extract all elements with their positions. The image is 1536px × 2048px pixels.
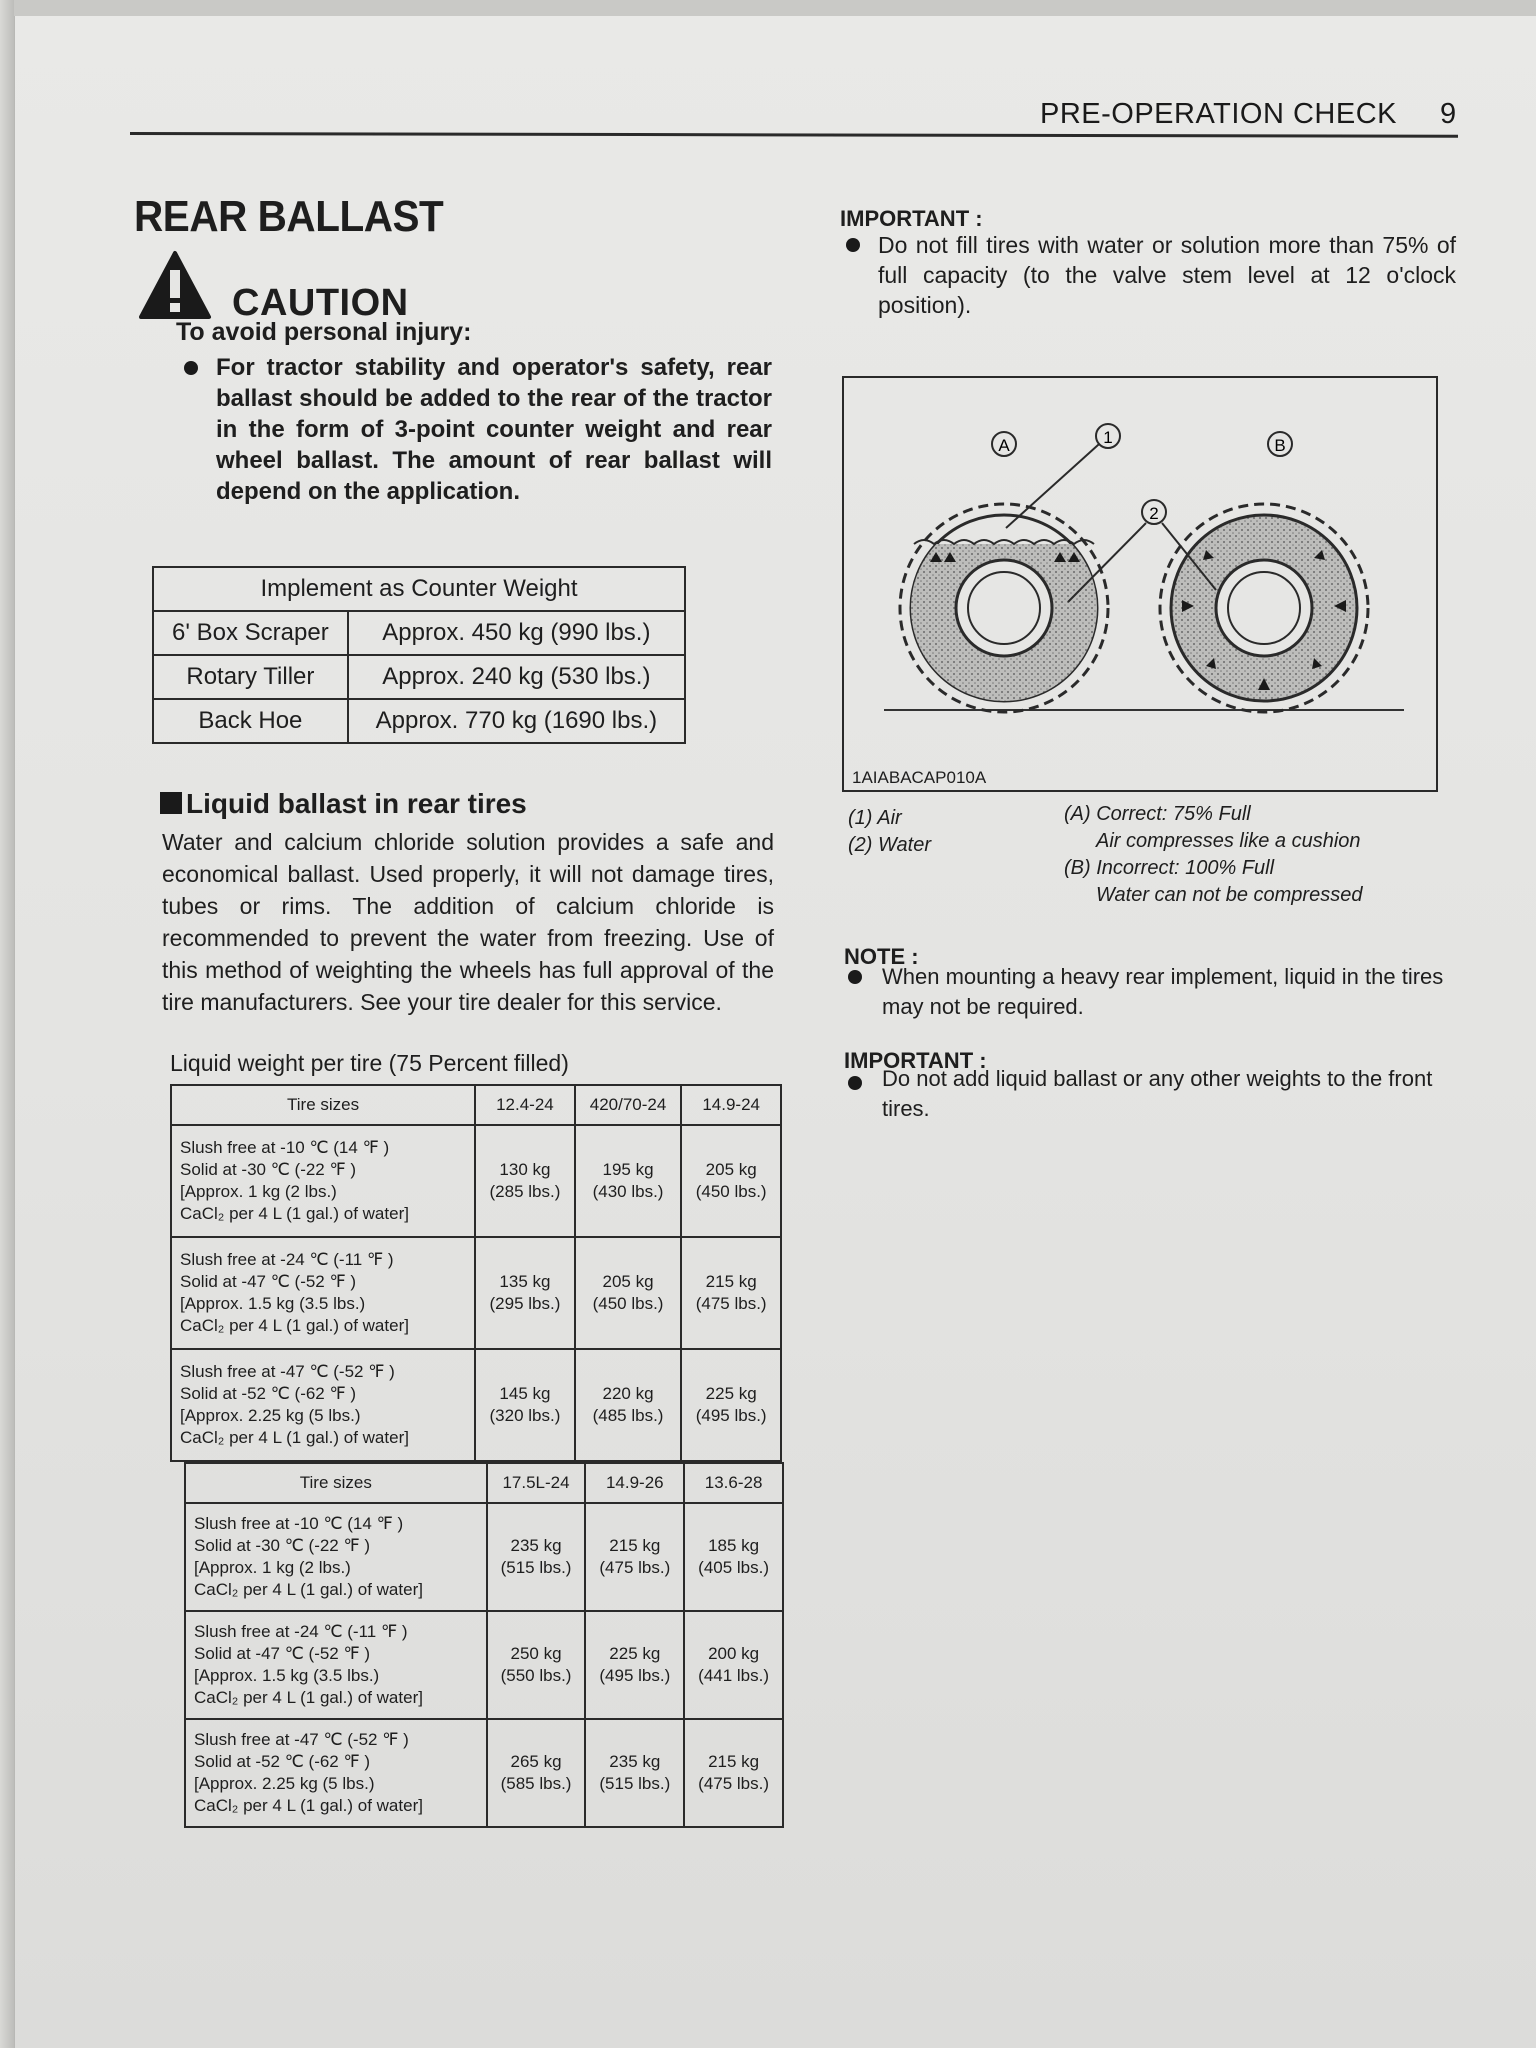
weight-lbs: (450 lbs.)	[695, 1182, 767, 1201]
weight-kg: 135 kg	[499, 1272, 551, 1291]
weight-lbs: (495 lbs.)	[695, 1406, 767, 1425]
figure-legend-left	[848, 805, 931, 859]
tire-weight-table-1	[170, 1084, 782, 1462]
weight-kg: 215 kg	[609, 1536, 661, 1555]
condition-line: Solid at -47 ℃ (-52 ℉ )	[180, 1272, 357, 1291]
tire-table-caption: Liquid weight per tire (75 Percent filled)	[170, 1050, 569, 1076]
weight-cell	[681, 1125, 781, 1237]
solution-condition	[185, 1719, 487, 1827]
legend-item: (A) Correct: 75% Full	[1064, 803, 1251, 825]
implement-weight: Approx. 770 kg (1690 lbs.)	[348, 699, 685, 743]
figure-code: 1AIABACAP010A	[852, 768, 987, 787]
legend-item: Air compresses like a cushion	[1096, 830, 1361, 852]
solution-condition	[171, 1125, 475, 1237]
weight-lbs: (475 lbs.)	[695, 1294, 767, 1313]
weight-cell	[475, 1237, 575, 1349]
square-bullet-icon	[160, 792, 182, 814]
weight-kg: 235 kg	[510, 1536, 562, 1555]
condition-line: CaCl₂ per 4 L (1 gal.) of water]	[194, 1688, 423, 1707]
callout-1: 1	[1103, 428, 1113, 447]
weight-kg: 250 kg	[510, 1644, 562, 1663]
condition-line: Slush free at -10 ℃ (14 ℉ )	[180, 1138, 390, 1157]
section-title: REAR BALLAST	[134, 192, 444, 241]
tire-size: 12.4-24	[475, 1085, 575, 1125]
condition-line: Solid at -52 ℃ (-62 ℉ )	[194, 1752, 371, 1771]
weight-cell	[684, 1503, 783, 1611]
weight-lbs: (441 lbs.)	[698, 1666, 770, 1685]
weight-cell	[475, 1125, 575, 1237]
warning-triangle-icon	[138, 250, 212, 320]
tire-size: 14.9-26	[585, 1463, 684, 1503]
tire-sizes-header: Tire sizes	[171, 1085, 475, 1125]
weight-lbs: (515 lbs.)	[500, 1558, 572, 1577]
weight-kg: 265 kg	[510, 1752, 562, 1771]
implement-name: Back Hoe	[153, 699, 348, 743]
weight-lbs: (550 lbs.)	[500, 1666, 572, 1685]
weight-kg: 185 kg	[708, 1536, 760, 1555]
important-text: Do not add liquid ballast or any other weights to the front tires.	[882, 1066, 1433, 1121]
tire-fill-figure	[842, 376, 1438, 792]
weight-cell	[684, 1719, 783, 1827]
weight-cell	[681, 1237, 781, 1349]
weight-lbs: (475 lbs.)	[599, 1558, 671, 1577]
bullet-icon	[848, 1076, 862, 1090]
implement-weight: Approx. 240 kg (530 lbs.)	[348, 655, 685, 699]
condition-line: [Approx. 2.25 kg (5 lbs.)	[180, 1406, 361, 1425]
weight-lbs: (430 lbs.)	[592, 1182, 664, 1201]
figure-legend-right	[1064, 801, 1362, 909]
note-label: NOTE :	[844, 944, 919, 969]
condition-line: [Approx. 1.5 kg (3.5 lbs.)	[194, 1666, 380, 1685]
tire-size: 17.5L-24	[487, 1463, 586, 1503]
weight-lbs: (320 lbs.)	[489, 1406, 561, 1425]
liquid-ballast-heading	[160, 788, 527, 820]
weight-kg: 205 kg	[705, 1160, 757, 1179]
condition-line: [Approx. 1.5 kg (3.5 lbs.)	[180, 1294, 366, 1313]
weight-kg: 215 kg	[708, 1752, 760, 1771]
condition-line: Slush free at -10 ℃ (14 ℉ )	[194, 1514, 404, 1533]
weight-cell	[487, 1503, 586, 1611]
bullet-icon	[846, 238, 860, 252]
condition-line: Solid at -30 ℃ (-22 ℉ )	[180, 1160, 357, 1179]
note-text: When mounting a heavy rear implement, liquid in the tires may not be required.	[882, 964, 1444, 1019]
page-header-title: PRE-OPERATION CHECK	[1040, 98, 1398, 130]
weight-lbs: (450 lbs.)	[592, 1294, 664, 1313]
condition-line: CaCl₂ per 4 L (1 gal.) of water]	[180, 1428, 409, 1447]
condition-line: Solid at -47 ℃ (-52 ℉ )	[194, 1644, 371, 1663]
weight-kg: 215 kg	[705, 1272, 757, 1291]
implement-weight: Approx. 450 kg (990 lbs.)	[348, 611, 685, 655]
caution-intro: To avoid personal injury:	[176, 318, 472, 346]
condition-line: CaCl₂ per 4 L (1 gal.) of water]	[180, 1204, 409, 1223]
leader-line-1	[1006, 436, 1108, 528]
tire-weight-table-2	[184, 1462, 784, 1828]
solution-condition	[185, 1611, 487, 1719]
weight-cell	[585, 1611, 684, 1719]
weight-cell	[585, 1719, 684, 1827]
weight-lbs: (585 lbs.)	[500, 1774, 572, 1793]
implement-name: Rotary Tiller	[153, 655, 348, 699]
weight-kg: 225 kg	[705, 1384, 757, 1403]
weight-kg: 220 kg	[602, 1384, 654, 1403]
implement-name: 6' Box Scraper	[153, 611, 348, 655]
weight-cell	[475, 1349, 575, 1461]
solution-condition	[171, 1349, 475, 1461]
page-binding-edge	[0, 0, 14, 2048]
important-label: IMPORTANT :	[844, 1048, 987, 1073]
weight-cell	[575, 1349, 682, 1461]
weight-lbs: (295 lbs.)	[489, 1294, 561, 1313]
condition-line: Slush free at -47 ℃ (-52 ℉ )	[180, 1362, 395, 1381]
weight-lbs: (495 lbs.)	[599, 1666, 671, 1685]
condition-line: Slush free at -24 ℃ (-11 ℉ )	[194, 1622, 408, 1641]
weight-cell	[487, 1719, 586, 1827]
weight-lbs: (475 lbs.)	[698, 1774, 770, 1793]
condition-line: Slush free at -47 ℃ (-52 ℉ )	[194, 1730, 409, 1749]
legend-item: Water can not be compressed	[1096, 884, 1363, 906]
liquid-ballast-paragraph: Water and calcium chloride solution provides a safe and economical ballast. Used properly, it will not damage tires, tubes or rims. The addition of calcium chloride is recommended to prevent the water from freezing. Use of this method of weighting the wheels has full approval of the tire manufacturers. See your tire dealer for this service.	[162, 829, 774, 1015]
callout-2: 2	[1149, 504, 1159, 523]
weight-kg: 235 kg	[609, 1752, 661, 1771]
weight-kg: 200 kg	[708, 1644, 760, 1663]
implement-weight-table	[152, 566, 686, 744]
weight-lbs: (515 lbs.)	[599, 1774, 671, 1793]
callout-a: A	[998, 436, 1010, 455]
weight-kg: 195 kg	[602, 1160, 654, 1179]
condition-line: CaCl₂ per 4 L (1 gal.) of water]	[194, 1796, 423, 1815]
weight-cell	[575, 1237, 682, 1349]
solution-condition	[185, 1503, 487, 1611]
important-label: IMPORTANT :	[840, 206, 983, 231]
condition-line: CaCl₂ per 4 L (1 gal.) of water]	[180, 1316, 409, 1335]
weight-cell	[487, 1611, 586, 1719]
weight-lbs: (485 lbs.)	[592, 1406, 664, 1425]
hub-b	[1228, 572, 1300, 644]
weight-cell	[681, 1349, 781, 1461]
implement-table-title: Implement as Counter Weight	[153, 567, 685, 611]
condition-line: [Approx. 1 kg (2 lbs.)	[180, 1182, 337, 1201]
tire-size: 14.9-24	[681, 1085, 781, 1125]
hub-a	[968, 572, 1040, 644]
weight-lbs: (405 lbs.)	[698, 1558, 770, 1577]
weight-kg: 225 kg	[609, 1644, 661, 1663]
weight-cell	[684, 1611, 783, 1719]
condition-line: CaCl₂ per 4 L (1 gal.) of water]	[194, 1580, 423, 1599]
page-number: 9	[1440, 98, 1457, 130]
legend-item: (2) Water	[848, 834, 931, 856]
condition-line: Solid at -52 ℃ (-62 ℉ )	[180, 1384, 357, 1403]
solution-condition	[171, 1237, 475, 1349]
legend-item: (B) Incorrect: 100% Full	[1064, 857, 1275, 879]
important-text: Do not fill tires with water or solution more than 75% of full capacity (to the valve stem level at 12 o'clock position).	[878, 232, 1456, 318]
callout-b: B	[1274, 436, 1286, 455]
weight-kg: 130 kg	[499, 1160, 551, 1179]
bullet-icon	[184, 361, 198, 375]
bullet-icon	[848, 970, 862, 984]
weight-kg: 145 kg	[499, 1384, 551, 1403]
weight-cell	[575, 1125, 682, 1237]
condition-line: [Approx. 2.25 kg (5 lbs.)	[194, 1774, 375, 1793]
condition-line: Slush free at -24 ℃ (-11 ℉ )	[180, 1250, 394, 1269]
weight-lbs: (285 lbs.)	[489, 1182, 561, 1201]
tire-size: 13.6-28	[684, 1463, 783, 1503]
tire-fill-illustration	[844, 378, 1436, 790]
legend-item: (1) Air	[848, 807, 902, 829]
condition-line: Solid at -30 ℃ (-22 ℉ )	[194, 1536, 371, 1555]
condition-line: [Approx. 1 kg (2 lbs.)	[194, 1558, 351, 1577]
weight-kg: 205 kg	[602, 1272, 654, 1291]
caution-label: CAUTION	[232, 282, 409, 324]
liquid-ballast-title: Liquid ballast in rear tires	[186, 788, 527, 819]
tire-size: 420/70-24	[575, 1085, 682, 1125]
caution-bullet-text: For tractor stability and operator's safety, rear ballast should be added to the rear of the tractor in the form of 3-point counter weight and rear wheel ballast. The amount of rear ballast will depend on the application.	[216, 354, 772, 505]
weight-cell	[585, 1503, 684, 1611]
tire-sizes-header: Tire sizes	[185, 1463, 487, 1503]
